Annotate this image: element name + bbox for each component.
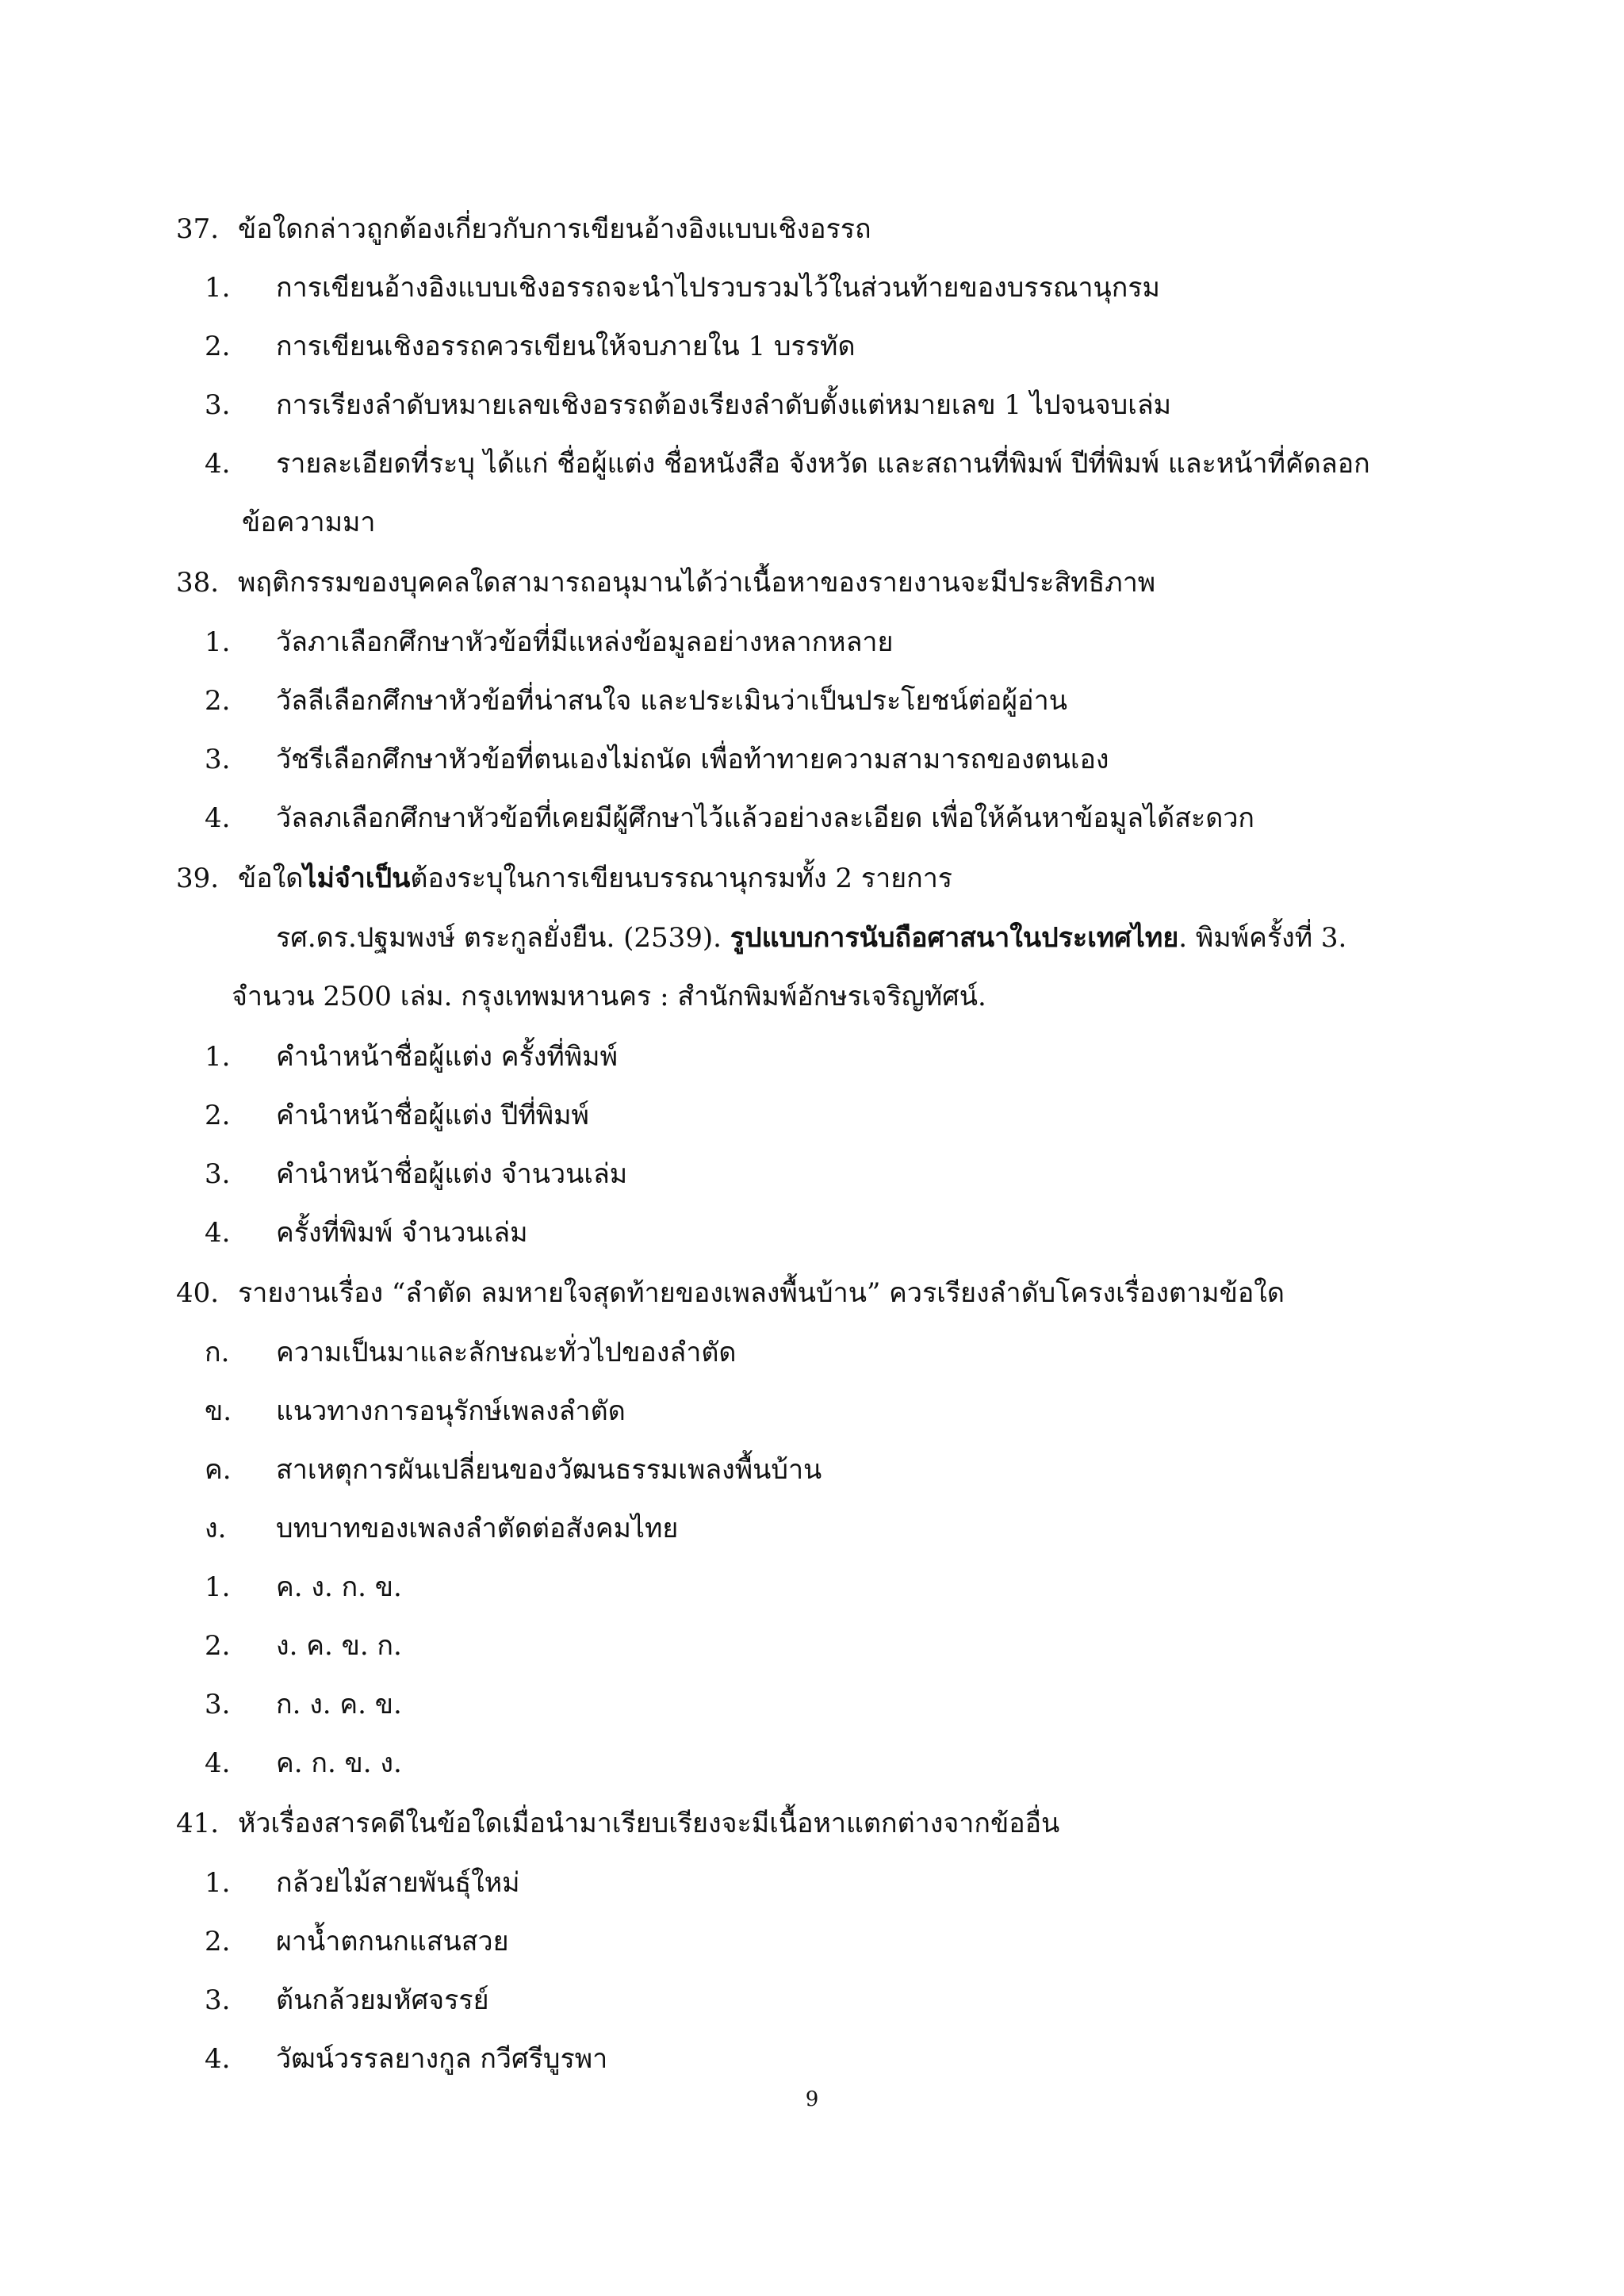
- option-number: 4.: [205, 2043, 231, 2075]
- question-text-emphasis: ไม่จำเป็น: [303, 863, 411, 894]
- option-number: 4.: [205, 1747, 231, 1779]
- question-text: ข้อใดกล่าวถูกต้องเกี่ยวกับการเขียนอ้างอิงแบบเชิงอรรถ: [238, 213, 871, 245]
- outline-item-letter: ก.: [205, 1337, 230, 1368]
- option-text: วัชรีเลือกศึกษาหัวข้อที่ตนเองไม่ถนัด เพื่อท้าทายความสามารถของตนเอง: [276, 744, 1109, 775]
- option-number: 3.: [205, 1689, 231, 1720]
- question-text: [238, 860, 952, 897]
- option-number: 2.: [205, 685, 231, 717]
- option-text: การเขียนเชิงอรรถควรเขียนให้จบภายใน 1 บรรทัด: [276, 331, 856, 362]
- question-number: 40.: [176, 1277, 220, 1309]
- option-text: การเขียนอ้างอิงแบบเชิงอรรถจะนำไปรวบรวมไว้ในส่วนท้ายของบรรณานุกรม: [276, 272, 1160, 304]
- option-number: 4.: [205, 1217, 231, 1249]
- outline-item-text: ความเป็นมาและลักษณะทั่วไปของลำตัด: [276, 1337, 737, 1368]
- question-number: 39.: [176, 863, 220, 894]
- option-text: ง. ค. ข. ก.: [276, 1630, 402, 1662]
- option-text: ผาน้ำตกนกแสนสวย: [276, 1926, 509, 1957]
- option-text: ต้นกล้วยมหัศจรรย์: [276, 1984, 489, 2016]
- option-text: คำนำหน้าชื่อผู้แต่ง ครั้งที่พิมพ์: [276, 1041, 618, 1073]
- outline-item-text: บทบาทของเพลงลำตัดต่อสังคมไทย: [276, 1513, 679, 1544]
- option-text: การเรียงลำดับหมายเลขเชิงอรรถต้องเรียงลำดับตั้งแต่หมายเลข 1 ไปจนจบเล่ม: [276, 389, 1172, 421]
- citation-edition: . พิมพ์ครั้งที่ 3.: [1178, 922, 1347, 954]
- outline-item-text: สาเหตุการผันเปลี่ยนของวัฒนธรรมเพลงพื้นบ้าน: [276, 1454, 822, 1486]
- option-text: วัลภาเลือกศึกษาหัวข้อที่มีแหล่งข้อมูลอย่างหลากหลาย: [276, 626, 894, 658]
- option-text: คำนำหน้าชื่อผู้แต่ง จำนวนเล่ม: [276, 1158, 628, 1190]
- option-number: 2.: [205, 1100, 231, 1131]
- question-number: 37.: [176, 213, 220, 245]
- page-number: 9: [805, 2087, 819, 2111]
- question-number: 38.: [176, 567, 220, 599]
- option-text: ค. ก. ข. ง.: [276, 1747, 402, 1779]
- option-number: 4.: [205, 802, 231, 834]
- question-text: หัวเรื่องสารคดีในข้อใดเมื่อนำมาเรียบเรียงจะมีเนื้อหาแตกต่างจากข้ออื่น: [238, 1808, 1060, 1839]
- option-number: 2.: [205, 331, 231, 362]
- option-text-continuation: ข้อความมา: [242, 507, 376, 538]
- option-text: ครั้งที่พิมพ์ จำนวนเล่ม: [276, 1217, 528, 1249]
- option-text: ก. ง. ค. ข.: [276, 1689, 402, 1720]
- option-number: 3.: [205, 1158, 231, 1190]
- option-number: 3.: [205, 1984, 231, 2016]
- question-text-post: ต้องระบุในการเขียนบรรณานุกรมทั้ง 2 รายการ: [410, 863, 953, 894]
- option-number: 2.: [205, 1926, 231, 1957]
- option-number: 1.: [205, 1867, 231, 1899]
- option-number: 1.: [205, 626, 231, 658]
- question-text: รายงานเรื่อง “ลำตัด ลมหายใจสุดท้ายของเพลงพื้นบ้าน” ควรเรียงลำดับโครงเรื่องตามข้อใด: [238, 1277, 1285, 1309]
- option-number: 1.: [205, 272, 231, 304]
- citation-text: [276, 920, 1346, 956]
- question-number: 41.: [176, 1808, 220, 1839]
- option-number: 1.: [205, 1571, 231, 1603]
- option-text: ค. ง. ก. ข.: [276, 1571, 402, 1603]
- option-number: 2.: [205, 1630, 231, 1662]
- citation-text: จำนวน 2500 เล่ม. กรุงเทพมหานคร : สำนักพิมพ์อักษรเจริญทัศน์.: [232, 981, 986, 1012]
- citation-title: รูปแบบการนับถือศาสนาในประเทศไทย: [730, 922, 1179, 954]
- option-text: วัฒน์วรรลยางกูล กวีศรีบูรพา: [276, 2043, 608, 2075]
- option-number: 3.: [205, 744, 231, 775]
- option-text: คำนำหน้าชื่อผู้แต่ง ปีที่พิมพ์: [276, 1100, 589, 1131]
- option-text: วัลลภเลือกศึกษาหัวข้อที่เคยมีผู้ศึกษาไว้แล้วอย่างละเอียด เพื่อให้ค้นหาข้อมูลได้สะดวก: [276, 802, 1255, 834]
- citation-author-year: รศ.ดร.ปฐมพงษ์ ตระกูลยั่งยืน. (2539).: [276, 922, 730, 954]
- question-text-pre: ข้อใด: [238, 863, 304, 894]
- option-number: 1.: [205, 1041, 231, 1073]
- option-text: กล้วยไม้สายพันธุ์ใหม่: [276, 1867, 520, 1899]
- outline-item-letter: ข.: [205, 1395, 232, 1427]
- outline-item-letter: ค.: [205, 1454, 232, 1486]
- option-number: 3.: [205, 389, 231, 421]
- outline-item-text: แนวทางการอนุรักษ์เพลงลำตัด: [276, 1395, 626, 1427]
- option-number: 4.: [205, 448, 231, 480]
- option-text: วัลลีเลือกศึกษาหัวข้อที่น่าสนใจ และประเมินว่าเป็นประโยชน์ต่อผู้อ่าน: [276, 685, 1067, 717]
- outline-item-letter: ง.: [205, 1513, 227, 1544]
- option-text: รายละเอียดที่ระบุ ได้แก่ ชื่อผู้แต่ง ชื่อหนังสือ จังหวัด และสถานที่พิมพ์ ปีที่พิมพ์ และหน้าที่คัดลอก: [276, 448, 1370, 480]
- question-text: พฤติกรรมของบุคคลใดสามารถอนุมานได้ว่าเนื้อหาของรายงานจะมีประสิทธิภาพ: [238, 567, 1156, 599]
